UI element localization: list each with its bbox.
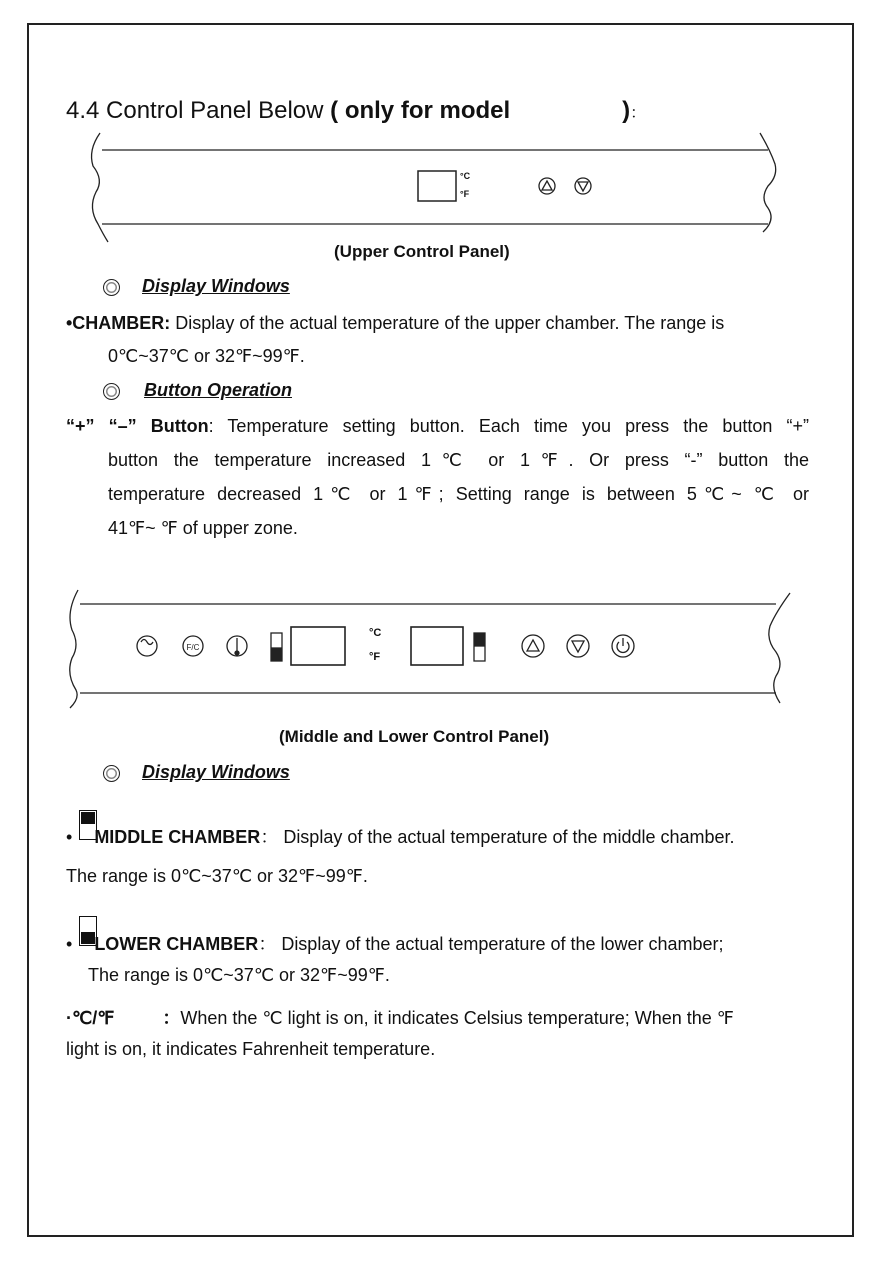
cf-text: When the ℃ light is on, it indicates Celsius temperature; When the ℉ — [180, 1008, 734, 1028]
title-close: ) — [622, 97, 631, 124]
cf-line — [66, 1004, 734, 1030]
chamber-label: •CHAMBER: — [66, 313, 171, 333]
chamber-text: Display of the actual temperature of the upper chamber. The range is — [170, 313, 725, 333]
upper-control-panel — [0, 128, 883, 248]
title-prefix: 4.4 Control Panel Below — [66, 97, 331, 124]
button-operation-heading-row — [103, 380, 292, 401]
display-windows-heading-row-2 — [103, 762, 290, 783]
button-para-line2: button the temperature increased 1℃ or 1℉. Or press “-” button the — [108, 450, 809, 470]
middle-colon: ： — [260, 827, 279, 847]
lower-chamber-line — [66, 930, 724, 956]
lower-celsius-indicator: °C — [369, 627, 382, 639]
button-para-text1: : Temperature setting button. Each time you press the button “+” — [208, 416, 809, 436]
middle-chamber-line — [66, 823, 735, 849]
middle-chamber-range: The range is 0℃~37℃ or 32℉~99℉. — [66, 866, 368, 886]
circle-bullet-icon — [103, 383, 120, 400]
display-windows-heading-2: Display Windows — [142, 762, 290, 782]
lower-control-panel — [0, 590, 883, 720]
chamber-range: 0℃~37℃ or 32℉~99℉. — [108, 346, 305, 366]
cf-colon: ： — [162, 1008, 181, 1028]
title-colon: ： — [630, 105, 647, 122]
display-windows-heading-row — [103, 276, 290, 297]
middle-bullet: • — [66, 827, 73, 847]
upper-fahrenheit-indicator: °F — [460, 189, 470, 199]
button-label: “+” “–” Button — [66, 416, 209, 436]
lower-chamber-range: The range is 0℃~37℃ or 32℉~99℉. — [88, 965, 390, 985]
upper-celsius-indicator: °C — [460, 171, 471, 181]
lower-chamber-label: LOWER CHAMBER — [94, 934, 259, 954]
lower-panel-caption: (Middle and Lower Control Panel) — [279, 727, 550, 746]
middle-text: Display of the actual temperature of the middle chamber. — [278, 827, 735, 847]
circle-bullet-icon — [103, 279, 120, 296]
lower-bullet: • — [66, 934, 73, 954]
cf-label: ·℃/℉ — [66, 1008, 115, 1028]
button-para-line4: 41℉~ ℉ of upper zone. — [108, 518, 298, 538]
cf-line-cont: light is on, it indicates Fahrenheit temperature. — [66, 1039, 436, 1059]
button-para-line1 — [66, 416, 809, 437]
lower-text: Display of the actual temperature of the lower chamber; — [276, 934, 724, 954]
middle-chamber-label: MIDDLE CHAMBER — [94, 827, 261, 847]
lower-fahrenheit-indicator: °F — [369, 651, 381, 663]
circle-bullet-icon — [103, 765, 120, 782]
display-windows-heading: Display Windows — [142, 276, 290, 296]
button-operation-heading: Button Operation — [144, 380, 292, 400]
fc-glyph: F/C — [186, 643, 200, 652]
button-para-line3: temperature decreased 1℃ or 1℉; Setting range is between 5℃~ ℃ or — [108, 484, 809, 504]
lower-colon: ： — [258, 934, 277, 954]
chamber-line — [66, 313, 724, 334]
section-title — [66, 97, 646, 125]
upper-panel-caption: (Upper Control Panel) — [334, 242, 510, 261]
title-model: ( only for model — [330, 97, 511, 124]
